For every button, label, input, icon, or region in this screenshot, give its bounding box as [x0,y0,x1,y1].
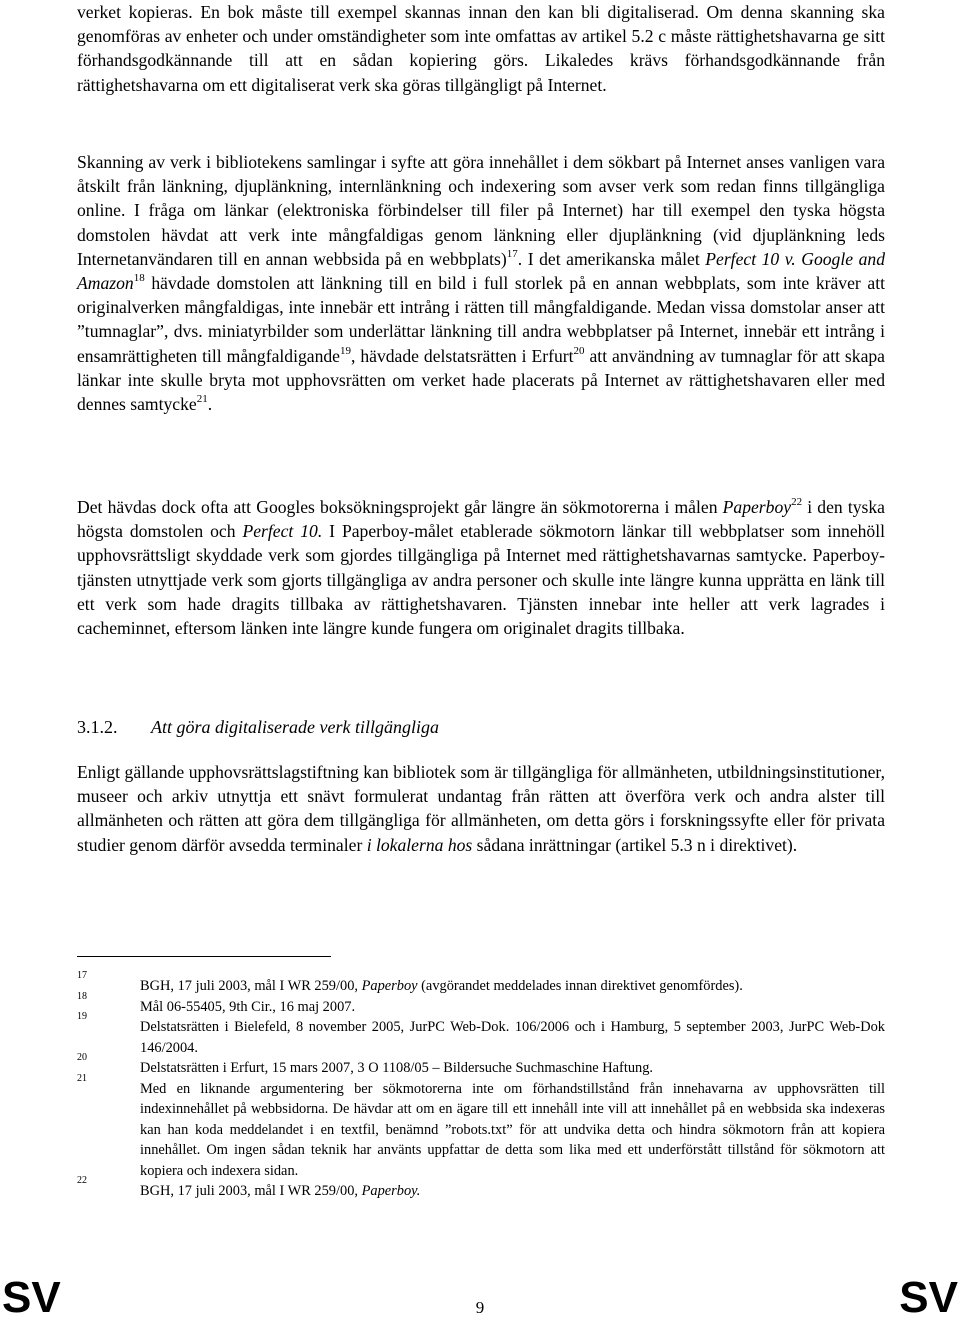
footnote-number: 21 [77,1072,87,1084]
paragraph-google-books [77,495,885,640]
paragraph-text: i den tyska högsta domstolen och [77,497,885,542]
footnote-text: Mål 06-55405, 9th Cir., 16 maj 2007. [140,998,356,1015]
paragraph-text: Enligt gällande upphovsrättslagstiftning kan bibliotek som är tillgängliga för allmänheten, utbildningsinstitutioner, museer och arkiv utnyttja ett snävt formulerat undantag från rätten att överföra verk och andra alster till allmänheten och rätten att göra dem tillgängliga för allmänheten, om detta görs i forskningssyfte eller för privata studier genom därför avsedda terminaler [77,762,885,855]
footnote-21 [77,1072,885,1182]
footnote-text: BGH, 17 juli 2003, mål I WR 259/00, [140,978,362,994]
footnote-20 [77,1052,885,1079]
paragraph-text: verket kopieras. En bok måste till exempel skannas innan den kan bli digitaliserad. Om denna skanning ska genomföras av enheter och under omständigheter som inte omfattas av artikel 5.2 c måste rättighetshavarna ge sitt förhandsgodkännande till att en sådan kopiering görs. Likaledes krävs förhandsgodkännande från rättighetshavarna om ett digitaliserat verk ska göras tillgängligt på Internet. [77,2,885,95]
footnote-ref: 21 [196,393,208,406]
paragraph-text: I Paperboy-målet etablerade sökmotorn länkar till webbplatser som innehöll upphovsrättsligt skyddade verk som gjordes tillgängliga på Internet med rättighetshavarnas samtycke. Paperboy-tjänsten utnyttjade verk som gjorts tillgängliga av andra personer och skulle inte längre kunna upprätta en länk till ett verk som hade dragits tillbaka av rättighetshavaren. Tjänsten innebar inte heller att verk lagrades i cacheminnet, eftersom länken inte längre kunde fungera om originalet dragits tillbaka. [77,521,886,639]
case-name: Perfect 10 v. Google and Amazon [77,248,885,294]
section-heading [77,715,439,739]
footnote-text: Delstatsrätten i Bielefeld, 8 november 2005, JurPC Web-Dok. 106/2006 och i Hamburg, 5 september 2003, JurPC Web-Dok 146/2004. [140,1019,885,1056]
paragraph-text: . I det amerikanska målet [517,248,706,269]
paragraph-text: . [207,394,213,415]
paragraph-text: , hävdade delstatsrätten i Erfurt [350,345,574,366]
footnote-17 [77,970,885,997]
language-code-left: SV [2,1273,61,1322]
paragraph-text: Det hävdas dock ofta att Googles boksökningsprojekt går längre än sökmotorerna i målen [77,497,723,517]
section-title: Att göra digitaliserade verk tillgängliga [151,717,439,737]
footnote-ref: 19 [339,344,351,357]
footnote-number: 20 [77,1052,87,1063]
footnote-number: 17 [77,970,87,981]
case-name: Paperboy [722,497,792,517]
footnote-18 [77,990,885,1018]
footnote-ref: 17 [506,247,518,260]
footnote-22 [77,1175,885,1202]
footnote-ref: 22 [791,496,803,509]
paragraph-text: Skanning av verk i bibliotekens samlingar i syfte att göra innehållet i dem sökbart på Internet anses vanligen vara åtskilt från länkning, djuplänkning, internlänkning och indexering som avser verk som redan finns tillgängliga online. I fråga om länkar (elektroniska förbindelser till filer på Internet) har till exempel den tyska högsta domstolen hävdat att verk inte mångfaldigas genom länkning eller djuplänkning (vid djuplänkning leds Internetanvändaren till en annan webbsida på en webbplats) [77,152,885,269]
footnote-number: 19 [77,1011,87,1022]
case-name: Perfect 10. [242,521,323,542]
footnote-text: BGH, 17 juli 2003, mål I WR 259/00, [140,1183,362,1199]
paragraph-text: sådana inrättningar (artikel 5.3 n i direktivet). [472,834,798,855]
footnote-number: 22 [77,1175,87,1186]
footnote-text: Delstatsrätten i Erfurt, 15 mars 2007, 3 O 1108/05 – Bildersuche Suchmaschine Haftung. [140,1060,654,1076]
footnotes [77,970,885,1202]
page-number: 9 [475,1298,485,1317]
footnote-case-name: Paperboy. [361,1183,421,1199]
footnote-text: (avgörandet meddelades innan direktivet genomfördes). [417,978,743,994]
emphasis-text: i lokalerna hos [366,834,473,855]
language-code-right: SV [899,1273,958,1322]
paragraph-text: att användning av tumnaglar för att skapa länkar inte skulle bryta mot upphovsrätten om verket hade placerats på Internet av rättighetshavaren eller med dennes samtycke [77,345,885,415]
paragraph-linking [77,150,885,416]
paragraph-text: hävdade domstolen att länkning till en bild i full storlek på en annan webbplats, som inte kräver att originalverken mångfaldigas, inte innebär ett intrång i rätten till mångfaldigande. Medan vissa domstolar anser att ”tumnaglar”, dvs. miniatyrbilder som underlättar länkning till andra webbplatser på Internet, innebär ett intrång i ensamrättigheten till mångfaldigande [77,273,885,366]
footnote-ref: 20 [573,344,585,357]
section-number: 3.1.2. [77,717,118,737]
paragraph-exception [77,760,885,857]
footnote-separator [77,956,331,957]
paragraph-continuation [77,0,885,97]
footnote-case-name: Paperboy [361,978,418,994]
footnote-ref: 18 [133,272,145,285]
footnote-text: Med en liknande argumentering ber sökmotorerna inte om förhandstillstånd från innehavarna av upphovsrätten till indexinnehållet på webbsidorna. De hävdar att om en ägare till ett innehåll inte vill att innehållet på en webbsida ska indexeras kan han koda meddelandet i en textfil, benämnd ”robots.txt” för att undvika detta och hindra sökmotorn från att kopiera innehållet. Om ingen sådan teknik har använts uppfattar de detta som lika med ett underförstått tillstånd för sökmotorn att kopiera och indexera sidan. [140,1080,885,1179]
footnote-19 [77,1011,885,1058]
footnote-number: 18 [77,990,87,1002]
